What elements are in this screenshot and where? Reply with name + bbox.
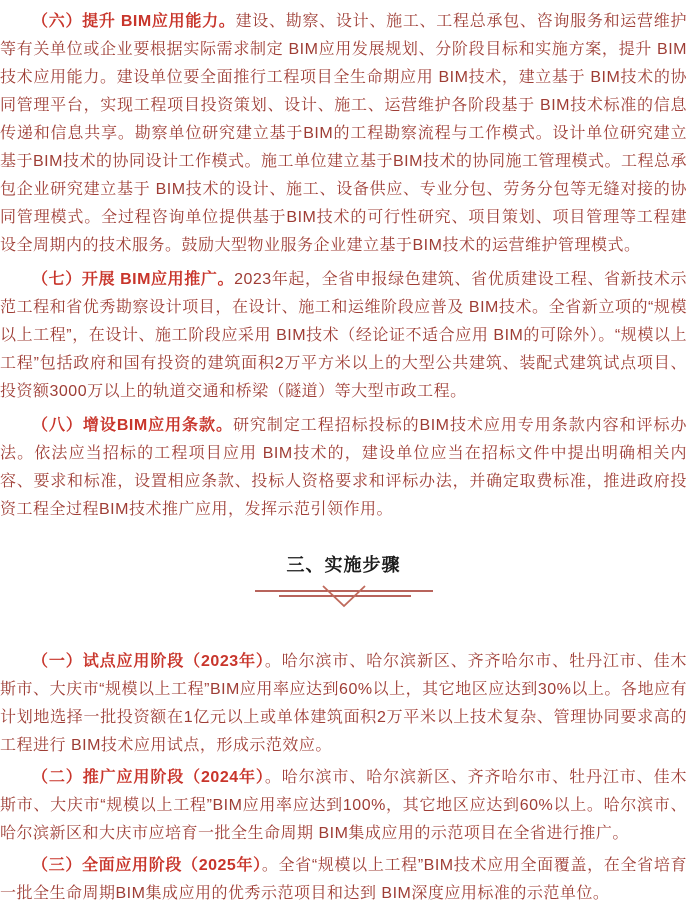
paragraph-7 xyxy=(0,266,687,406)
step-3-body: 。全省“规模以上工程”BIM技术应用全面覆盖，在全省培育一批全生命周期BIM集成应用的优秀示范项目和达到 BIM深度应用标准的示范单位。 xyxy=(0,857,687,902)
paragraph-8-body: 研究制定工程招标投标的BIM技术应用专用条款内容和评标办法。依法应当招标的工程项目应用 BIM技术的，建设单位应当在招标文件中提出明确相关内容、要求和标准，设置相应条款、投标人资格要求和评标办法，并确定取费标准，推进政府投资工程全过程BIM技术推广应用，发挥示范引领作用。 xyxy=(0,417,687,518)
paragraph-7-lead: （七）开展 BIM应用推广。 xyxy=(32,271,235,288)
paragraph-6 xyxy=(0,8,687,260)
step-1-lead: （一）试点应用阶段（2023年） xyxy=(32,653,265,670)
step-3 xyxy=(0,852,687,908)
paragraph-6-lead: （六）提升 BIM应用能力。 xyxy=(32,13,236,30)
paragraph-8-lead: （八）增设BIM应用条款。 xyxy=(32,417,233,434)
step-2 xyxy=(0,764,687,848)
paragraph-8 xyxy=(0,412,687,524)
paragraph-7-body: 2023年起，全省申报绿色建筑、省优质建设工程、省新技术示范工程和省优秀勘察设计项目，在设计、施工和运维阶段应普及 BIM技术。全省新立项的“规模以上工程”，在设计、施工阶段应采用 BIM技术（经论证不适合应用 BIM的可除外）。“规模以上工程”包括政府和国有投资的建筑面积2万平方米以上的大型公共建筑、装配式建筑试点项目、投资额3000万以上的轨道交通和桥梁（隧道）等大型市政工程。 xyxy=(0,271,687,400)
step-2-lead: （二）推广应用阶段（2024年） xyxy=(32,769,265,786)
step-1-body: 。哈尔滨市、哈尔滨新区、齐齐哈尔市、牡丹江市、佳木斯市、大庆市“规模以上工程”BIM应用率应达到60%以上，其它地区应达到30%以上。各地应有计划地选择一批投资额在1亿元以上或单体建筑面积2万平米以上技术复杂、管理协同要求高的工程进行 BIM技术应用试点，形成示范效应。 xyxy=(0,653,687,754)
section-heading: 三、实施步骤 xyxy=(286,555,401,575)
implementation-steps xyxy=(0,648,687,908)
section-divider xyxy=(244,584,444,610)
paragraph-6-body: 建设、勘察、设计、施工、工程总承包、咨询服务和运营维护等有关单位或企业要根据实际需求制定 BIM应用发展规划、分阶段目标和实施方案，提升 BIM技术应用能力。建设单位要全面推行工程项目全生命期应用 BIM技术，建立基于 BIM技术的协同管理平台，实现工程项目投资策划、设计、施工、运营维护各阶段基于 BIM技术标准的信息传递和信息共享。勘察单位研究建立基于BIM的工程勘察流程与工作模式。设计单位研究建立基于BIM技术的协同设计工作模式。施工单位建立基于BIM技术的协同施工管理模式。工程总承包企业研究建立基于 BIM技术的设计、施工、设备供应、专业分包、劳务分包等无缝对接的协同管理模式。全过程咨询单位提供基于BIM技术的可行性研究、项目策划、项目管理等工程建设全周期内的技术服务。鼓励大型物业服务企业建立基于BIM技术的运营维护管理模式。 xyxy=(0,13,687,254)
step-3-lead: （三）全面应用阶段（2025年） xyxy=(32,857,262,874)
step-1 xyxy=(0,648,687,760)
step-2-body: 。哈尔滨市、哈尔滨新区、齐齐哈尔市、牡丹江市、佳木斯市、大庆市“规模以上工程”BIM应用率应达到100%，其它地区应达到60%以上。哈尔滨市、哈尔滨新区和大庆市应培育一批全生命周期 BIM集成应用的示范项目在全省进行推广。 xyxy=(0,769,687,842)
chevron-down-ornament-icon xyxy=(249,584,439,610)
